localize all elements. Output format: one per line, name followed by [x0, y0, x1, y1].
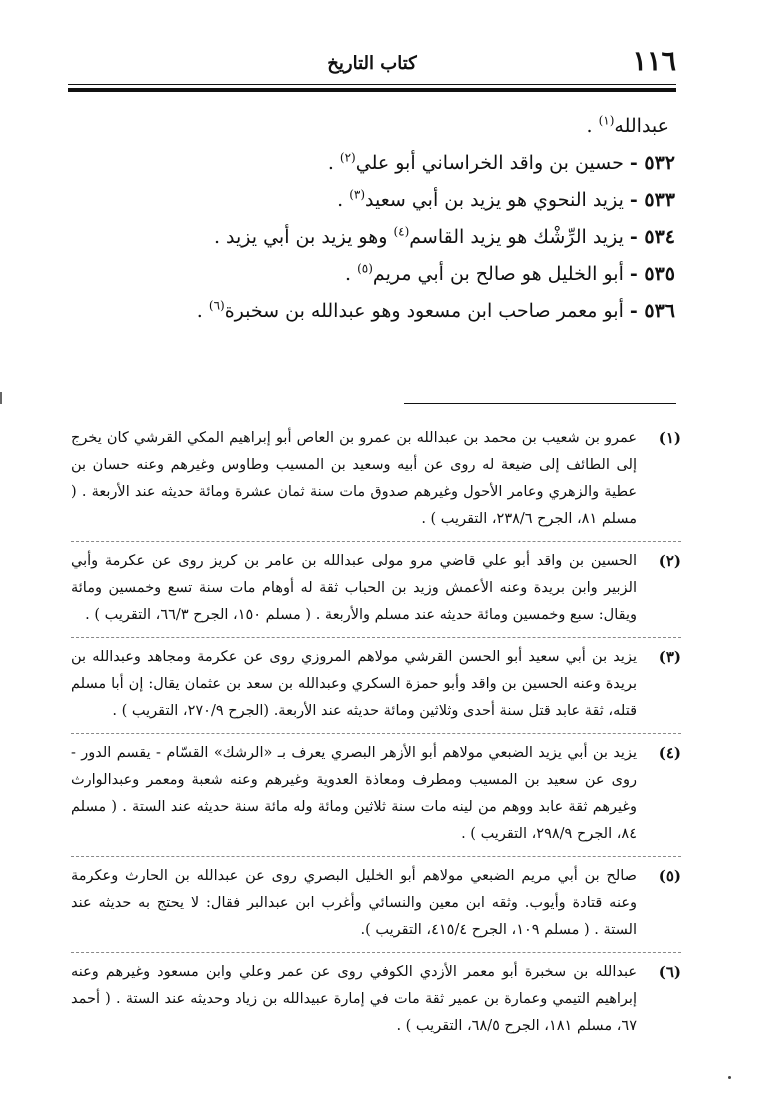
entry-number: ٥٣٥ - — [629, 263, 675, 285]
footnote-separator — [404, 403, 676, 404]
footnote — [71, 425, 681, 539]
footnote-label: (٥) — [658, 867, 681, 885]
footnote — [71, 644, 681, 731]
entry-number: ٥٣٣ - — [629, 189, 675, 211]
entry-number: ٥٣٢ - — [629, 152, 675, 174]
footnote-ref[interactable]: (٣) — [349, 187, 366, 202]
entry-item — [75, 108, 675, 145]
footnote-ref[interactable]: (٤) — [393, 224, 410, 239]
entry-tail: . — [345, 263, 358, 285]
footnote-divider — [71, 952, 681, 953]
entry-number: ٥٣٦ - — [629, 300, 675, 322]
footnote — [71, 548, 681, 635]
entry-tail: وهو يزيد بن أبي يزيد . — [213, 226, 394, 248]
entry-list — [75, 108, 675, 330]
footnote-ref[interactable]: (٦) — [208, 298, 225, 313]
footnote-text: الحسين بن واقد أبو علي قاضي مرو مولى عبدالله بن عامر بن كريز روى عن عكرمة وأبي الزبير وابن بريدة وعنه الأعمش وزيد بن الحباب ثقة له أوهام مات سنة تسع وخمسين ومائة ويقال: سبع وخمسين ومائة حديثه عند مسلم والأربعة . ( مسلم ١٥٠، الجرح ٦٦/٣، التقريب ) . — [71, 553, 637, 623]
footnote-text: صالح بن أبي مريم الضبعي مولاهم أبو الخليل البصري روى عن عبدالله بن الحارث وعكرمة وعنه قتادة وأيوب. وثقه ابن معين والنسائي وأغرب ابن عبدالبر فقال: لا يحتج به حديثه عند الستة . ( مسلم ١٠٩، الجرح ٤١٥/٤، التقريب ). — [71, 868, 637, 938]
footnote-label: (٢) — [658, 552, 681, 570]
entry-text: يزيد الرِّشْك هو يزيد القاسم — [409, 226, 624, 248]
footnote-text: عمرو بن شعيب بن محمد بن عبدالله بن عمرو بن العاص أبو إبراهيم المكي القرشي كان يخرج إلى الطائف إلى ضيعة له روى عن أبيه وسعيد بن المسيب وطاوس وغيرهم وعنه حسان بن عطية والزهري وعامر الأحول وغيرهم صدوق مات سنة ثمان عشرة ومائة حديثه عند الأربعة . ( مسلم ٨١، الجرح ٢٣٨/٦، التقريب ) . — [71, 430, 637, 527]
footnote-label: (١) — [658, 429, 681, 447]
page-number: ١١٦ — [632, 46, 676, 77]
footnote-ref[interactable]: (٥) — [357, 261, 373, 276]
entry-item — [75, 145, 675, 182]
entry-text: أبو معمر صاحب ابن مسعود وهو عبدالله بن سخبرة — [224, 300, 624, 322]
scan-edge-mark — [0, 392, 2, 404]
footnote-divider — [71, 733, 681, 734]
entry-item — [75, 182, 675, 219]
entry-number: ٥٣٤ - — [629, 226, 675, 248]
footnote — [71, 740, 681, 854]
footnote-divider — [71, 637, 681, 638]
entry-tail: . — [586, 115, 599, 137]
entry-text: أبو الخليل هو صالح بن أبي مريم — [372, 263, 624, 285]
entry-item — [75, 219, 675, 256]
footnote — [71, 863, 681, 950]
entry-text: يزيد النحوي هو يزيد بن أبي سعيد — [365, 189, 624, 211]
footnote-text: يزيد بن أبي سعيد أبو الحسن القرشي مولاهم المروزي روى عن عكرمة ومجاهد وعبدالله بن بريدة وعنه الحسين بن واقد وأبو حمزة السكري وعبدالله بن سعد بن عثمان يقال: إن أبا مسلم قتله، ثقة عابد قتل سنة أحدى وثلاثين ومائة حديثه عند الأربعة. (الجرح ٢٧٠/٩، التقريب ) . — [71, 649, 637, 719]
footnote-text: يزيد بن أبي يزيد الضبعي مولاهم أبو الأزهر البصري يعرف بـ «الرشك» القسّام - يقسم الدور - روى عن سعيد بن المسيب ومطرف ومعاذة العدوية وغيرهم وعنه شعبة ومعمر وعبدالوارث وغيرهم ثقة عابد ووهم من لينه مات سنة ثلاثين ومائة وله مائة سنة حديثه عند الستة . ( مسلم ٨٤، الجرح ٢٩٨/٩، التقريب ) . — [71, 745, 637, 842]
entry-tail: . — [327, 152, 340, 174]
footnote-divider — [71, 541, 681, 542]
footnote-divider — [71, 856, 681, 857]
entry-tail: . — [196, 300, 209, 322]
footnote-label: (٤) — [658, 744, 681, 762]
footnote-label: (٣) — [658, 648, 681, 666]
footnote-ref[interactable]: (١) — [598, 113, 615, 128]
header-rule-thick — [68, 88, 676, 92]
entry-item — [75, 293, 675, 330]
footnote — [71, 959, 681, 1046]
entry-text: عبدالله — [614, 115, 669, 137]
entry-item — [75, 256, 675, 293]
page-header — [68, 44, 676, 84]
print-speck — [728, 1076, 731, 1079]
entry-tail: . — [337, 189, 350, 211]
header-rule-thin — [68, 84, 676, 85]
footnotes — [71, 425, 681, 1046]
running-title: كتاب التاريخ — [327, 53, 417, 74]
entry-text: حسين بن واقد الخراساني أبو علي — [355, 152, 624, 174]
footnote-label: (٦) — [658, 963, 681, 981]
footnote-text: عبدالله بن سخبرة أبو معمر الأزدي الكوفي روى عن عمر وعلي وابن مسعود وغيرهم وعنه إبراهيم التيمي وعمارة بن عمير ثقة مات في إمارة عبيدالله بن زياد وحديثه عند الستة . ( أحمد ٦٧، مسلم ١٨١، الجرح ٦٨/٥، التقريب ) . — [71, 964, 637, 1034]
footnote-ref[interactable]: (٢) — [339, 150, 356, 165]
